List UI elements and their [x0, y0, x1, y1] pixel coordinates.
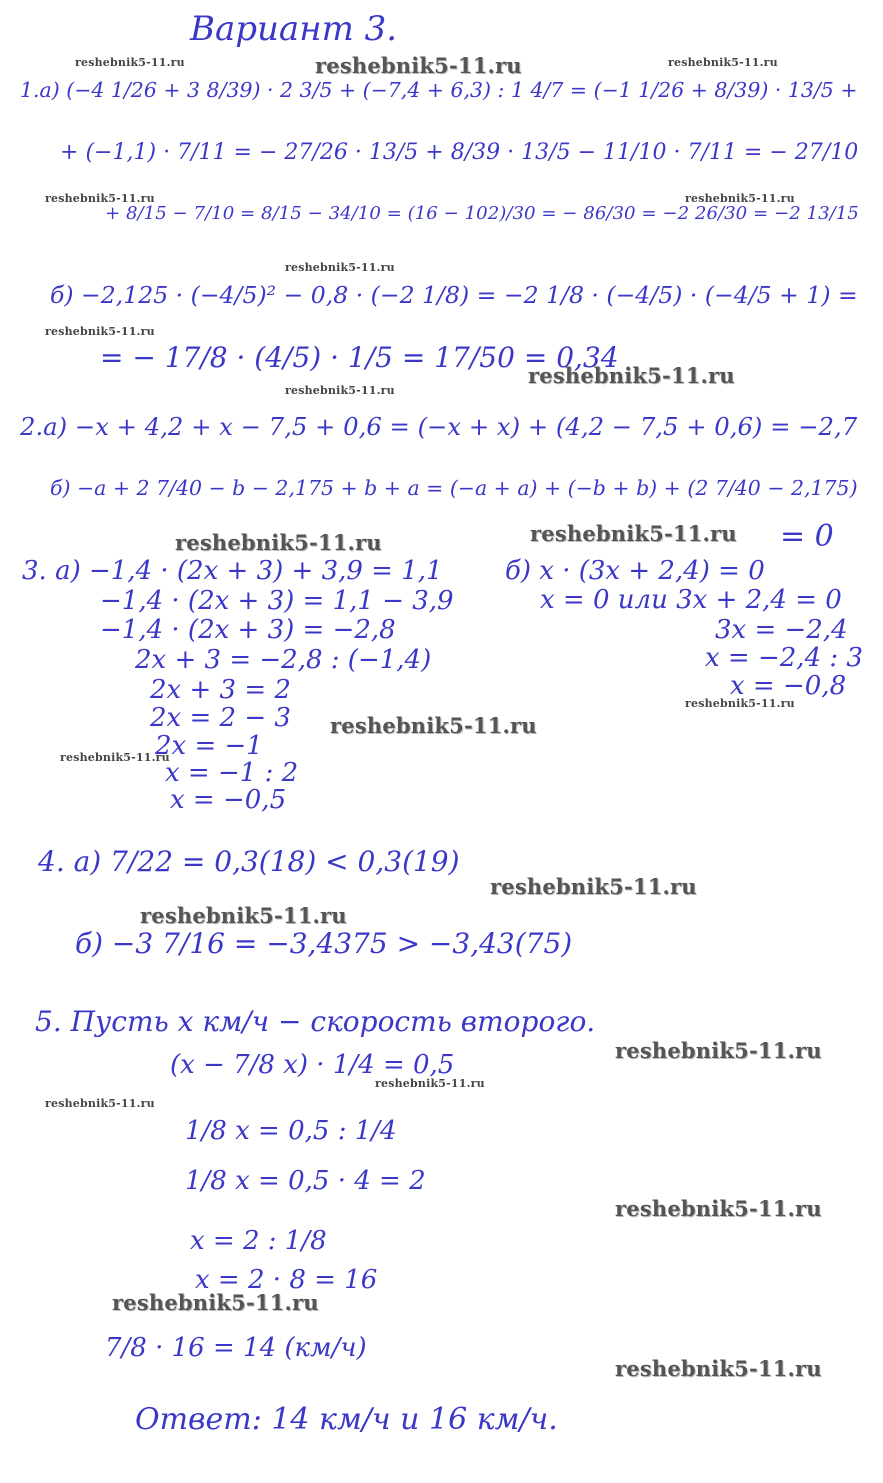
task5-line: 1/8 x = 0,5 : 1/4 — [185, 1116, 397, 1146]
watermark: reshebnik5-11.ru — [175, 530, 382, 555]
watermark: reshebnik5-11.ru — [285, 261, 395, 274]
watermark: reshebnik5-11.ru — [615, 1038, 822, 1063]
watermark: reshebnik5-11.ru — [490, 874, 697, 899]
task3-a-line: 2x + 3 = 2 — [150, 675, 291, 705]
task2-b: б) −a + 2 7/40 − b − 2,175 + b + a = (−a + a) + (−b + b) + (2 7/40 − 2,175) — [50, 476, 858, 500]
task4-a: 4. а) 7/22 = 0,3(18) < 0,3(19) — [38, 845, 460, 878]
watermark: reshebnik5-11.ru — [75, 56, 185, 69]
task5-line: 7/8 · 16 = 14 (км/ч) — [105, 1333, 367, 1363]
task5-line: 1/8 x = 0,5 · 4 = 2 — [185, 1166, 426, 1196]
task2-b-result: = 0 — [780, 519, 834, 554]
task1-a-line2: + (−1,1) · 7/11 = − 27/26 · 13/5 + 8/39 · 13/5 − 11/10 · 7/11 = − 27/10 — [60, 140, 859, 165]
task1-b-line2: = − 17/8 · (4/5) · 1/5 = 17/50 = 0,34 — [100, 341, 619, 374]
watermark: reshebnik5-11.ru — [45, 1097, 155, 1110]
task1-b-line1: б) −2,125 · (−4/5)² − 0,8 · (−2 1/8) = −2 1/8 · (−4/5) · (−4/5 + 1) = — [50, 281, 858, 309]
task3-a-line: 2x + 3 = −2,8 : (−1,4) — [135, 645, 432, 675]
watermark: reshebnik5-11.ru — [60, 751, 170, 764]
watermark: reshebnik5-11.ru — [45, 325, 155, 338]
watermark: reshebnik5-11.ru — [45, 192, 155, 205]
task5-line: (x − 7/8 x) · 1/4 = 0,5 — [170, 1050, 455, 1080]
watermark: reshebnik5-11.ru — [315, 53, 522, 78]
task3-a-line: 2x = 2 − 3 — [150, 703, 291, 733]
task3-b-line: x = −2,4 : 3 — [705, 643, 863, 673]
watermark: reshebnik5-11.ru — [685, 697, 795, 710]
task3-a-line: −1,4 · (2x + 3) = −2,8 — [100, 615, 396, 645]
task5-line: x = 2 · 8 = 16 — [195, 1265, 378, 1295]
watermark: reshebnik5-11.ru — [530, 521, 737, 546]
task5-answer: Ответ: 14 км/ч и 16 км/ч. — [135, 1402, 558, 1437]
task5-line: 5. Пусть x км/ч − скорость второго. — [35, 1005, 596, 1038]
watermark: reshebnik5-11.ru — [140, 903, 347, 928]
task3-a-line: x = −1 : 2 — [165, 758, 299, 788]
page-title: Вариант 3. — [190, 9, 398, 49]
task3-b-line: x = 0 или 3x + 2,4 = 0 — [540, 585, 842, 615]
task3-a-line: −1,4 · (2x + 3) = 1,1 − 3,9 — [100, 586, 454, 616]
watermark: reshebnik5-11.ru — [112, 1290, 319, 1315]
task5-line: x = 2 : 1/8 — [190, 1226, 327, 1256]
watermark: reshebnik5-11.ru — [528, 363, 735, 388]
task2-a: 2.а) −x + 4,2 + x − 7,5 + 0,6 = (−x + x) + (4,2 − 7,5 + 0,6) = −2,7 — [20, 412, 858, 441]
watermark: reshebnik5-11.ru — [685, 192, 795, 205]
task4-b: б) −3 7/16 = −3,4375 > −3,43(75) — [75, 927, 573, 960]
watermark: reshebnik5-11.ru — [330, 713, 537, 738]
watermark: reshebnik5-11.ru — [615, 1356, 822, 1381]
task3-a-line: 2x = −1 — [155, 731, 263, 761]
watermark: reshebnik5-11.ru — [285, 384, 395, 397]
task3-a-line: 3. а) −1,4 · (2x + 3) + 3,9 = 1,1 — [22, 556, 443, 586]
watermark: reshebnik5-11.ru — [375, 1077, 485, 1090]
watermark: reshebnik5-11.ru — [615, 1196, 822, 1221]
watermark: reshebnik5-11.ru — [668, 56, 778, 69]
task3-a-line: x = −0,5 — [170, 785, 287, 815]
task3-b-line: б) x · (3x + 2,4) = 0 — [505, 556, 765, 586]
task1-a-line1: 1.а) (−4 1/26 + 3 8/39) · 2 3/5 + (−7,4 + 6,3) : 1 4/7 = (−1 1/26 + 8/39) · 13/5 + — [20, 78, 858, 102]
task1-a-line3: + 8/15 − 7/10 = 8/15 − 34/10 = (16 − 102)/30 = − 86/30 = −2 26/30 = −2 13/15 — [105, 203, 859, 224]
task3-b-line: 3x = −2,4 — [715, 615, 848, 645]
task3-b-line: x = −0,8 — [730, 671, 847, 701]
